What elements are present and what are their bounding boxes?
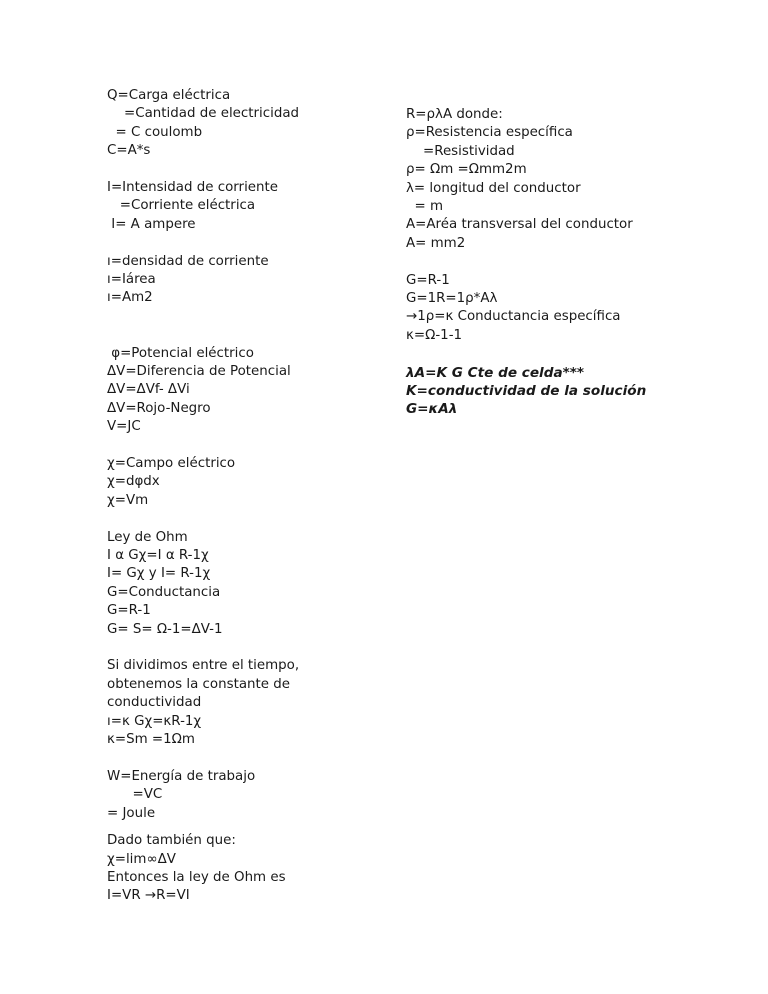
resistencia-block [406,106,736,253]
text-line: G=R-1 [107,603,151,619]
text-line: Ley de Ohm [107,529,188,545]
energia-block [107,768,377,823]
text-line: κ=Sm =1Ωm [107,732,195,748]
text-line: I= Gχ y I= R-1χ [107,566,211,582]
text-line: V=JC [107,419,141,435]
text-line: G=1R=1ρ*Aλ [406,291,498,307]
text-line: =Resistividad [406,143,515,159]
text-line: I=VR →R=VI [107,888,190,904]
text-line: ı=Am2 [107,290,153,306]
text-line: G= S= Ω-1=ΔV-1 [107,621,223,637]
text-line: ρ= Ωm =Ωmm2m [406,162,527,178]
text-line: χ=dφdx [107,474,160,490]
text-line: κ=Ω-1-1 [406,327,463,343]
text-line-emphasis: λA=K G Cte de celda*** [406,364,584,381]
text-line: ΔV=ΔVf- ΔVi [107,382,190,398]
text-line: χ=Campo eléctrico [107,456,236,472]
text-line: = m [406,199,444,215]
text-line: C=A*s [107,143,151,159]
densidad-block [107,253,377,308]
text-line: I= A ampere [107,216,196,232]
text-line: χ=lim∞ΔV [107,851,176,867]
text-line: =VC [107,787,163,803]
text-line: →1ρ=κ Conductancia específica [406,309,621,325]
text-line: A= mm2 [406,235,466,251]
text-line-emphasis: K=conductividad de la solución [406,383,647,400]
carga-block [107,87,377,161]
text-line: ı=densidad de corriente [107,253,269,269]
text-line: =Corriente eléctrica [107,198,256,214]
text-line: ρ=Resistencia específica [406,125,573,141]
text-line: G=R-1 [406,272,450,288]
text-line: I=Intensidad de corriente [107,180,278,196]
text-line: obtenemos la constante de [107,676,291,692]
text-line: conductividad [107,695,202,711]
text-line: =Cantidad de electricidad [107,106,300,122]
text-line: = Joule [107,805,156,821]
text-line: ΔV=Rojo-Negro [107,400,211,416]
celda-block [406,364,736,419]
text-line: Q=Carga eléctrica [107,88,231,103]
text-line-emphasis: G=κAλ [406,401,458,418]
text-line: ΔV=Diferencia de Potencial [107,364,291,380]
right-column [406,106,736,419]
text-line: φ=Potencial eléctrico [107,345,254,361]
tiempo-block [107,657,377,749]
conductancia-block [406,272,736,346]
text-line: W=Energía de trabajo [107,768,256,784]
text-line: λ= longitud del conductor [406,180,581,196]
left-column [107,87,377,906]
intensidad-block [107,179,377,234]
text-line: G=Conductancia [107,584,221,600]
text-line: I α Gχ=I α R-1χ [107,548,209,564]
text-line: Dado también que: [107,833,236,849]
potencial-block [107,345,377,437]
campo-block [107,455,377,510]
text-line: = C coulomb [107,124,203,140]
text-line: ı=Iárea [107,272,156,288]
dado-block [107,832,377,906]
text-line: χ=Vm [107,492,149,508]
text-line: Si dividimos entre el tiempo, [107,658,300,674]
text-line: A=Aréa transversal del conductor [406,217,633,233]
text-line: Entonces la ley de Ohm es [107,869,286,885]
ohm-block [107,529,377,639]
text-line: R=ρλA donde: [406,107,503,122]
text-line: ı=κ Gχ=κR-1χ [107,713,202,729]
